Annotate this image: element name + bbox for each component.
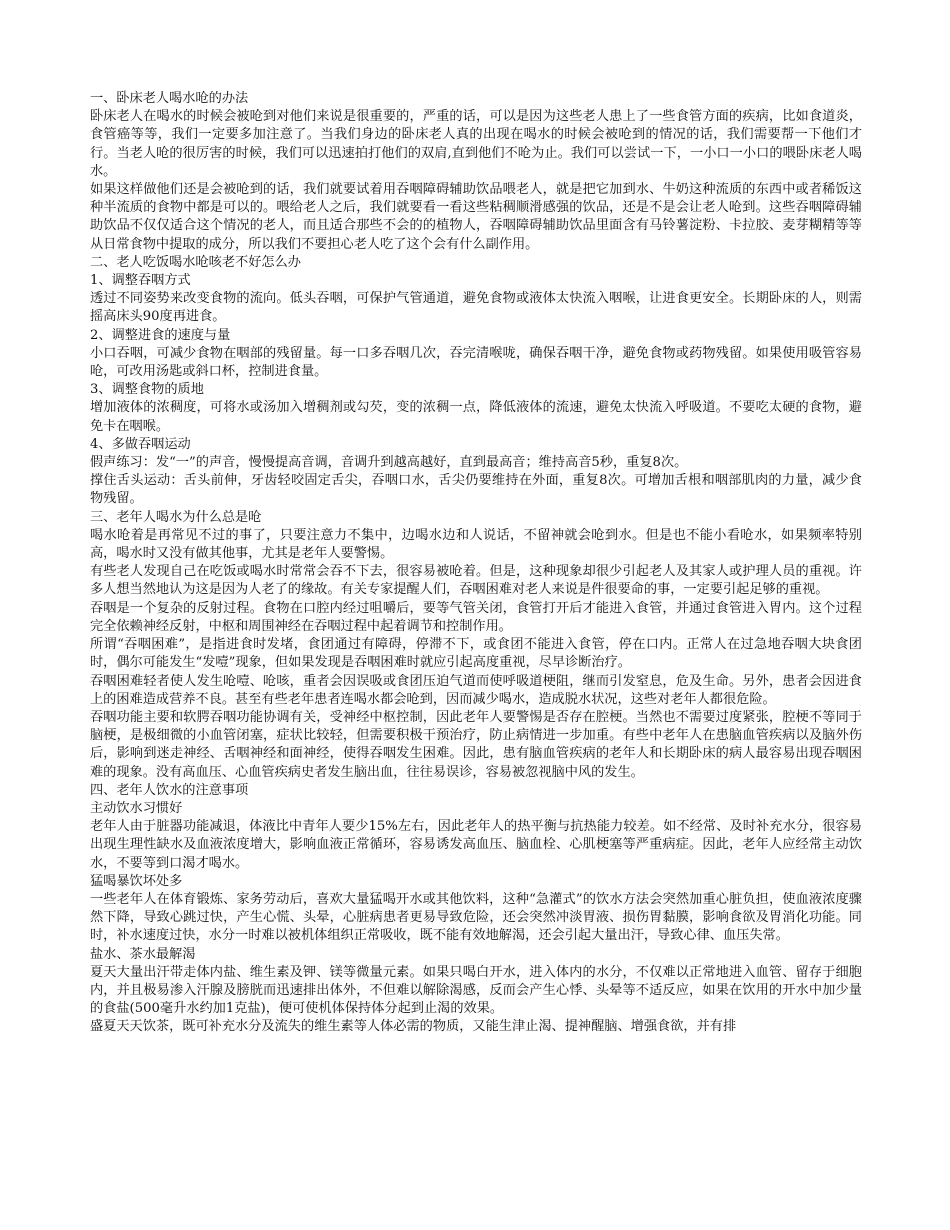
paragraph: 吞咽是一个复杂的反射过程。食物在口腔内经过咀嚼后，要等气管关闭，食管打开后才能进入食管，并通过食管进入胃内。这个过程完全依赖神经反射，中枢和周围神经在吞咽过程中起着调节和控制作用。 [90, 600, 862, 634]
paragraph: 卧床老人在喝水的时候会被呛到对他们来说是很重要的，严重的话，可以是因为这些老人患上了一些食管方面的疾病，比如食道炎，食管癌等等，我们一定要多加注意了。当我们身边的卧床老人真的出现在喝水的时候会被呛到的情况的话，我们需要帮一下他们才行。当老人呛的很厉害的时候，我们可以迅速拍打他们的双肩,直到他们不呛为止。我们可以尝试一下，一小口一小口的喂卧床老人喝水。 [90, 109, 862, 179]
paragraph: 吞咽困难轻者使人发生呛噎、呛咳，重者会因误吸或食团压迫气道而使呼吸道梗阻，继而引发窒息，危及生命。另外，患者会因进食上的困难造成营养不良。甚至有些老年患者连喝水都会呛到，因而减少喝水，造成脱水状况，这些对老年人都很危险。 [90, 673, 862, 707]
document-body [90, 90, 862, 1037]
paragraph: 增加液体的浓稠度，可将水或汤加入增稠剂或勾芡，变的浓稠一点，降低液体的流速，避免太快流入呼吸道。不要吃太硬的食物，避免卡在咽喉。 [90, 400, 862, 434]
paragraph: 一些老年人在体育锻炼、家务劳动后，喜欢大量猛喝开水或其他饮料，这种“急灌式”的饮水方法会突然加重心脏负担，使血液浓度骤然下降，导致心跳过快，产生心慌、头晕，心脏病患者更易导致危险，还会突然冲淡胃液、损伤胃黏膜，影响食欲及胃消化功能。同时，补水速度过快，水分一时难以被机体组织正常吸收，既不能有效地解渴，还会引起大量出汗，导致心律、血压失常。 [90, 891, 862, 944]
subheading: 主动饮水习惯好 [90, 800, 183, 816]
paragraph: 有些老人发现自己在吃饭或喝水时常常会吞不下去，很容易被呛着。但是，这种现象却很少引起老人及其家人或护理人员的重视。许多人想当然地认为这是因为人老了的缘故。有关专家提醒人们，吞咽困难对老人来说是件很要命的事，一定要引起足够的重视。 [90, 564, 862, 598]
paragraph: 吞咽功能主要和软腭吞咽功能协调有关，受神经中枢控制，因此老年人要警惕是否存在腔梗。当然也不需要过度紧张，腔梗不等同于脑梗，是极细微的小血管闭塞，症状比较轻，但需要积极干预治疗，防止病情进一步加重。有些中老年人在患脑血管疾病以及脑外伤后，影响到迷走神经、舌咽神经和面神经，使得吞咽发生困难。因此，患有脑血管疾病的老年人和长期卧床的病人最容易出现吞咽困难的现象。没有高血压、心血管疾病史者发生脑出血，往往易误诊，容易被忽视脑中风的发生。 [90, 709, 862, 780]
heading: 一、卧床老人喝水呛的办法 [90, 91, 249, 106]
paragraph: 透过不同姿势来改变食物的流向。低头吞咽，可保护气管通道，避免食物或液体太快流入咽喉，让进食更安全。长期卧床的人，则需摇高床头90度再进食。 [90, 291, 862, 325]
paragraph: 喝水呛着是再常见不过的事了，只要注意力不集中，边喝水边和人说话，不留神就会呛到水。但是也不能小看呛水，如果频率特别高，喝水时又没有做其他事，尤其是老年人要警惕。 [90, 527, 862, 562]
subheading: 2、调整进食的速度与量 [90, 327, 231, 343]
subheading: 3、调整食物的质地 [90, 382, 204, 398]
paragraph: 如果这样做他们还是会被呛到的话，我们就要试着用吞咽障碍辅助饮品喂老人，就是把它加到水、牛奶这种流质的东西中或者稀饭这种半流质的食物中都是可以的。喂给老人之后，我们就要看一看这些粘稠顺滑感强的饮品，还是不是会让老人呛到。这些吞咽障碍辅助饮品不仅仅适合这个情况的老人，而且适合那些不会的的植物人，吞咽障碍辅助饮品里面含有马铃薯淀粉、卡拉胶、麦芽糊精等等从日常食物中提取的成分，所以我们不要担心老人吃了这个会有什么副作用。 [90, 182, 862, 252]
paragraph: 小口吞咽，可减少食物在咽部的残留量。每一口多吞咽几次，吞完清喉咙，确保吞咽干净，避免食物或药物残留。如果使用吸管容易呛，可改用汤匙或斜口杯，控制进食量。 [90, 345, 862, 380]
paragraph: 盛夏天天饮茶，既可补充水分及流失的维生素等人体必需的物质，又能生津止渴、提神醒脑、增强食欲，并有排 [90, 1019, 737, 1035]
paragraph: 老年人由于脏器功能减退，体液比中青年人要少15%左右，因此老年人的热平衡与抗热能力较差。如不经常、及时补充水分，很容易出现生理性缺水及血液浓度增大，影响血液正常循环，容易诱发高血压、脑血栓、心肌梗塞等严重病症。因此，老年人应经常主动饮水，不要等到口渴才喝水。 [90, 819, 862, 871]
paragraph: 假声练习：发“一”的声音，慢慢提高音调，音调升到越高越好，直到最高音；维持高音5秒，重复8次。 [90, 455, 688, 471]
heading: 三、老年人喝水为什么总是呛 [90, 509, 262, 525]
subheading: 4、多做吞咽运动 [90, 436, 191, 452]
heading: 四、老年人饮水的注意事项 [90, 782, 249, 798]
paragraph: 撑住舌头运动：舌头前伸，牙齿轻咬固定舌尖，吞咽口水，舌尖仍要维持在外面，重复8次。可增加舌根和咽部肌肉的力量，减少食物残留。 [90, 473, 862, 507]
paragraph: 夏天大量出汗带走体内盐、维生素及钾、镁等微量元素。如果只喝白开水，进入体内的水分，不仅难以正常地进入血管、留存于细胞内，并且极易渗入汗腺及膀胱而迅速排出体外，不但难以解除渴感，反而会产生心悸、头晕等不适反应，如果在饮用的开水中加少量的食盐(500毫升水约加1克盐)，便可使机体保持体分起到止渴的效果。 [90, 964, 862, 1017]
paragraph: 所谓“吞咽困难”，是指进食时发堵，食团通过有障碍，停滞不下，或食团不能进入食管，停在口内。正常人在过急地吞咽大块食团时，偶尔可能发生“发噎”现象，但如果发现是吞咽困难时就应引起高度重视，尽早诊断治疗。 [90, 637, 862, 671]
heading: 二、老人吃饭喝水呛咳老不好怎么办 [90, 254, 301, 270]
subheading: 猛喝暴饮坏处多 [90, 873, 183, 889]
subheading: 盐水、茶水最解渴 [90, 946, 196, 962]
subheading: 1、调整吞咽方式 [90, 273, 191, 289]
